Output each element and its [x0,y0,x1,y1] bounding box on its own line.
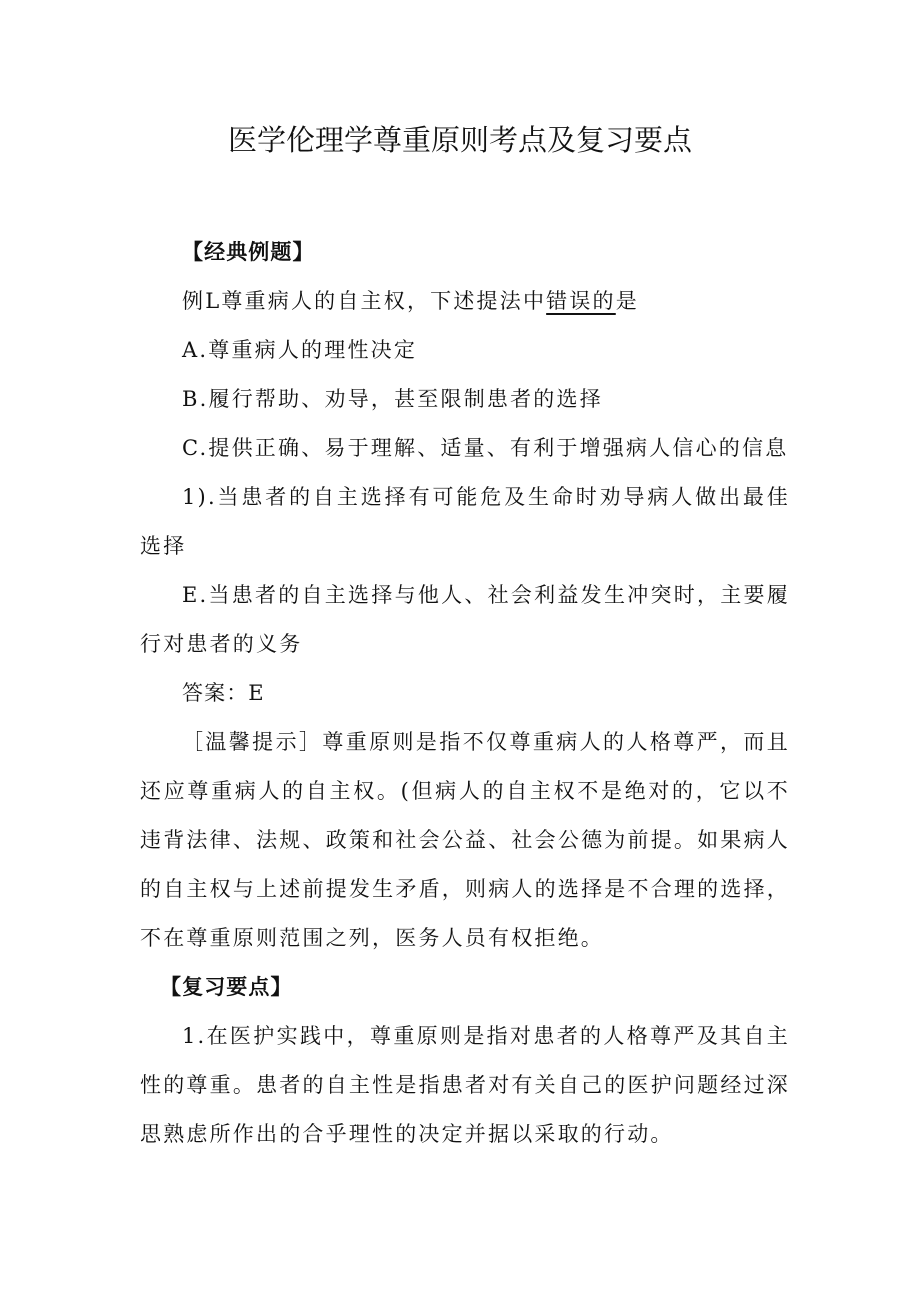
option-e: E.当患者的自主选择与他人、社会利益发生冲突时，主要履行对患者的义务 [140,583,790,656]
document-body [140,228,790,1159]
option-d: 1).当患者的自主选择有可能危及生命时劝导病人做出最佳选择 [140,485,790,558]
document-title: 医学伦理学尊重原则考点及复习要点 [227,123,692,157]
tip-paragraph: ［温馨提示］尊重原则是指不仅尊重病人的人格尊严，而且还应尊重病人的自主权。(但病人的自主权不是绝对的，它以不违背法律、法规、政策和社会公益、社会公德为前提。如果病人的自主权与上述前提发生矛盾，则病人的选择是不合理的选择，不在尊重原则范围之列，医务人员有权拒绝。 [140,730,790,950]
question-suffix: 是 [615,289,639,313]
example-question [140,277,790,326]
section-heading-review: 【复习要点】 [160,975,293,999]
option-c: C.提供正确、易于理解、适量、有利于增强病人信心的信息 [182,436,789,460]
answer-line: 答案：E [182,681,265,705]
question-underlined-text: 错误的 [546,289,616,313]
section-heading-example: 【经典例题】 [182,240,315,264]
review-point-1: 1.在医护实践中，尊重原则是指对患者的人格尊严及其自主性的尊重。患者的自主性是指患者对有关自己的医护问题经过深思熟虑所作出的合乎理性的决定并据以采取的行动。 [140,1024,790,1146]
option-b: B.履行帮助、劝导，甚至限制患者的选择 [182,387,603,411]
option-a: A.尊重病人的理性决定 [182,338,418,362]
question-prefix: 例L尊重病人的自主权，下述提法中 [182,289,547,313]
